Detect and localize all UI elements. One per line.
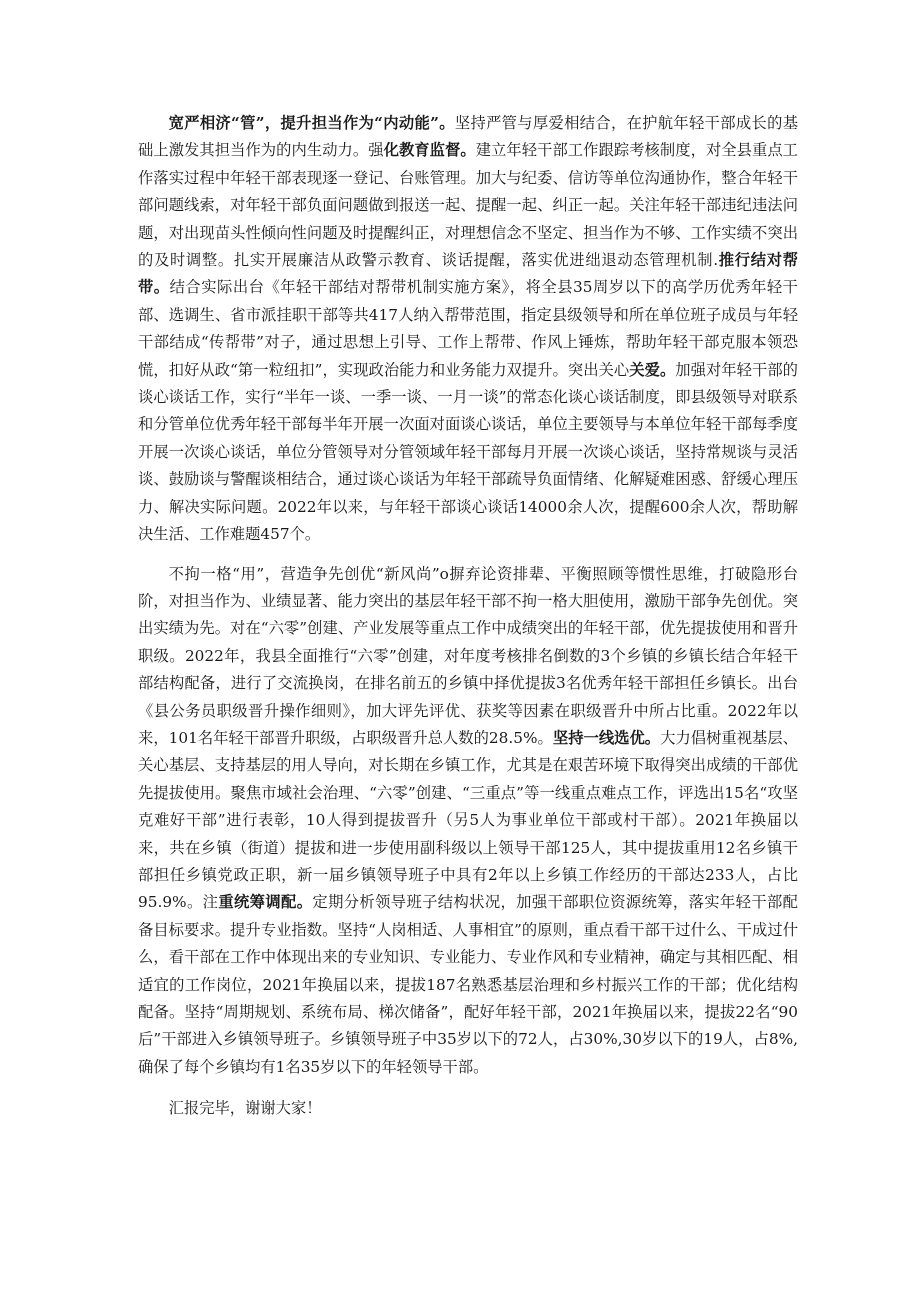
subheading-care: 关爱。 xyxy=(629,360,676,379)
subheading-frontline-selection: 坚持一线选优。 xyxy=(552,728,661,747)
paragraph-strict-management xyxy=(138,110,798,549)
text-run: 建立年轻干部工作跟踪考核制度，对全县重点工作落实过程中年轻干部表现逐一登记、台账管理。加大与纪委、信访等单位沟通协作，整合年轻干部问题线索，对年轻干部负面问题做到报送一起、提醒一起、纠正一起。关注年轻干部违纪违法问题，对出现苗头性倾向性问题及时提醒纠正，对理想信念不坚定、担当作为不够、工作实绩不突出的及时调整。扎实开展廉洁从政警示教育、谈话提醒，落实优进绌退动态管理机制. xyxy=(138,141,798,270)
heading-strict-management: 宽严相济“管”，提升担当作为“内动能”。 xyxy=(168,114,455,132)
text-run: 加强对年轻干部的谈心谈话工作，实行“半年一谈、一季一谈、一月一谈”的常态化谈心谈话制度，即县级领导对联系和分管单位优秀年轻干部每半年开展一次面对面谈心谈话，单位主要领导与本单位年轻干部每季度开展一次谈心谈话，单位分管领导对分管领域年轻干部每月开展一次谈心谈话，坚持常规谈与灵活谈、鼓励谈与警醒谈相结合，通过谈心谈话为年轻干部疏导负面情绪、化解疑难困惑、舒缓心理压力、解决实际问题。2022年以来，与年轻干部谈心谈话14000余人次，提醒600余人次，帮助解决生活、工作难题457个。 xyxy=(138,360,798,544)
text-run: 结合实际出台《年轻干部结对帮带机制实施方案》，将全县35周岁以下的高学历优秀年轻干部、选调生、省市派挂职干部等共417人纳入帮带范围，指定县级领导和所在单位班子成员与年轻干部结成“传帮带”对子，通过思想上引导、工作上帮带、作风上锤炼，帮助年轻干部克服本领恐慌，扣好从政“第一粒纽扣”，实现政治能力和业务能力双提升。突出关心 xyxy=(138,278,798,379)
text-run: 不拘一格“用”，营造争先创优“新风尚”o摒弃论资排辈、平衡照顾等惯性思维，打破隐形台阶，对担当作为、业绩显著、能力突出的基层年轻干部不拘一格大胆使用，激励干部争先创优。突出实绩为先。对在“六零”创建、产业发展等重点工作中成绩突出的年轻干部，优先提拔使用和晋升职级。2022年，我县全面推行“六零”创建，对年度考核排名倒数的3个乡镇的乡镇长结合年轻干部结构配备，进行了交流换岗，在排名前五的乡镇中择优提拔3名优秀年轻干部担任乡镇长。出台《县公务员职级晋升操作细则》，加大评先评优、获奖等因素在职级晋升中所占比重。2022年以来，101名年轻干部晋升职级，占职级晋升总人数的28.5%。 xyxy=(138,564,798,747)
text-run: 坚持严管与厚爱相结合，在护航年轻干部成长的基础上激发其担当作为的内生动力。强 xyxy=(138,114,798,160)
document-body xyxy=(138,110,798,1123)
closing-text: 汇报完毕，谢谢大家！ xyxy=(168,1099,322,1118)
text-run: 定期分析领导班子结构状况，加强干部职位资源统筹，落实年轻干部配备目标要求。提升专业指数。坚持“人岗相适、人事相宜”的原则，重点看干部干过什么、干成过什么，看干部在工作中体现出来的专业知识、专业能力、专业作风和专业精神，确定与其相匹配、相适宜的工作岗位，2021年换届以来，提拔187名熟悉基层治理和乡村振兴工作的干部；优化结构配备。坚持“周期规划、系统布局、梯次储备”，配好年轻干部，2021年换届以来，提拔22名“90后”干部进入乡镇领导班子。乡镇领导班子中35岁以下的72人，占30%,30岁以下的19人，占8%,确保了每个乡镇均有1名35岁以下的年轻领导干部。 xyxy=(138,893,798,1076)
paragraph-closing xyxy=(138,1095,798,1122)
subheading-pairing-mentoring: 推行结对帮带。 xyxy=(138,251,798,297)
paragraph-flexible-appointment xyxy=(138,561,798,1082)
subheading-education-supervision: 化教育监督。 xyxy=(383,141,476,160)
subheading-overall-allocation: 重统筹调配。 xyxy=(218,893,313,912)
text-run: 大力倡树重视基层、关心基层、支持基层的用人导向，对长期在乡镇工作，尤其是在艰苦环境下取得突出成绩的干部优先提拔使用。聚焦市域社会治理、“六零”创建、“三重点”等一线重点难点工作，评选出15名“攻坚克难好干部”进行表彰，10人得到提拔晋升（另5人为事业单位干部或村干部）。2021年换届以来，共在乡镇（街道）提拔和进一步使用副科级以上领导干部125人，其中提拔重用12名乡镇干部担任乡镇党政正职，新一届乡镇领导班子中具有2年以上乡镇工作经历的干部达233人，占比95.9%。注 xyxy=(138,728,798,912)
